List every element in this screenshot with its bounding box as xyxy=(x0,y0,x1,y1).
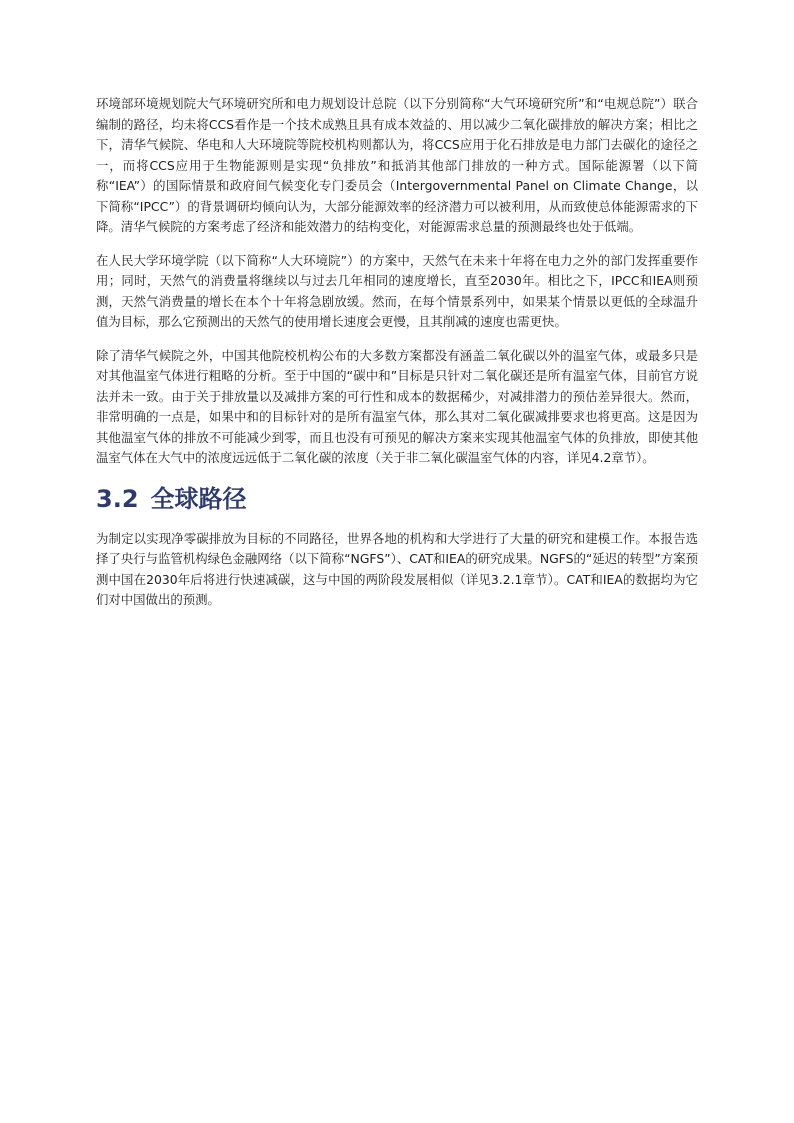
document-body xyxy=(96,94,698,624)
body-paragraph-2: 在人民大学环境学院（以下简称“人大环境院”）的方案中，天然气在未来十年将在电力之外的部门发挥重要作用；同时，天然气的消费量将继续以与过去几年相同的速度增长，直至2030年。相比之下，IPCC和IEA则预测，天然气消费量的增长在本个十年将急剧放缓。然而，在每个情景系列中，如果某个情景以更低的全球温升值为目标，那么它预测出的天然气的使用增长速度会更慢，且其削减的速度也需更快。 xyxy=(96,252,698,329)
body-paragraph-1: 环境部环境规划院大气环境研究所和电力规划设计总院（以下分别简称“大气环境研究所”和“电规总院”）联合编制的路径，均未将CCS看作是一个技术成熟且具有成本效益的、用以减少二氧化碳排放的解决方案；相比之下，清华气候院、华电和人大环境院等院校机构则都认为，将CCS应用于化石排放是电力部门去碳化的途径之一，而将CCS应用于生物能源则是实现“负排放”和抵消其他部门排放的一种方式。国际能源署（以下简称“IEA”）的国际情景和政府间气候变化专门委员会（Intergovernmental Panel on Climate Change，以下简称“IPCC”）的背景调研均倾向认为，大部分能源效率的经济潜力可以被利用，从而致使总体能源需求的下降。清华气候院的方案考虑了经济和能效潜力的结构变化，对能源需求总量的预测最终也处于低端。 xyxy=(96,96,698,234)
body-paragraph-4: 为制定以实现净零碳排放为目标的不同路径，世界各地的机构和大学进行了大量的研究和建模工作。本报告选择了央行与监管机构绿色金融网络（以下简称“NGFS”）、CAT和IEA的研究成果。NGFS的“延迟的转型”方案预测中国在2030年后将进行快速减碳，这与中国的两阶段发展相似（详见3.2.1章节）。CAT和IEA的数据均为它们对中国做出的预测。 xyxy=(96,530,698,607)
section-title: 全球路径 xyxy=(150,484,247,513)
body-paragraph-3: 除了清华气候院之外，中国其他院校机构公布的大多数方案都没有涵盖二氧化碳以外的温室气体，或最多只是对其他温室气体进行粗略的分析。至于中国的“碳中和”目标是只针对二氧化碳还是所有温室气体，目前官方说法并未一致。由于关于排放量以及减排方案的可行性和成本的数据稀少，对减排潜力的预估差异很大。然而，非常明确的一点是，如果中和的目标针对的是所有温室气体，那么其对二氧化碳减排要求也将更高。这是因为其他温室气体的排放不可能减少到零，而且也没有可预见的解决方案来实现其他温室气体的负排放，即使其他温室气体在大气中的浓度远远低于二氧化碳的浓度（关于非二氧化碳温室气体的内容，详见4.2章节）。 xyxy=(96,347,698,465)
section-number: 3.2 xyxy=(96,484,139,513)
section-heading xyxy=(96,483,698,515)
